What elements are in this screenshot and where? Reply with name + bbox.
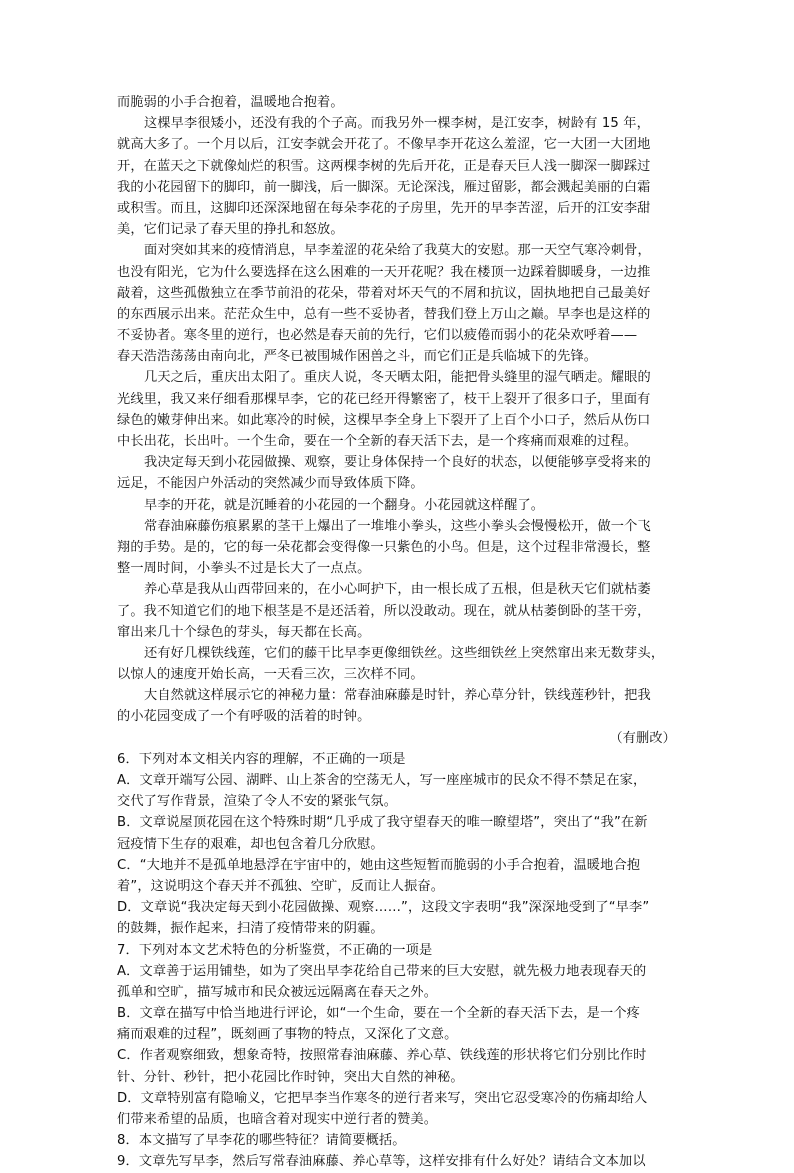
question-line: C．“大地并不是孤单地悬浮在宇宙中的，她由这些短暂而脆弱的小手合抱着，温暖地合抱: [117, 857, 641, 873]
passage-line: 养心草是我从山西带回来的，在小心呵护下，由一根长成了五根，但是秋天它们就枯萎: [144, 582, 651, 598]
passage-line: 敲着，这些孤傲独立在季节前沿的花朵，带着对坏天气的不屑和抗议，固执地把自己最美好: [117, 285, 651, 301]
question-line: B．文章说屋顶花园在这个特殊时期“几乎成了我守望春天的唯一瞭望塔”，突出了“我”在新: [117, 815, 648, 831]
passage-line: 绿色的嫩芽伸出来。如此寒冷的时候，这棵早李全身上下裂开了上百个小口子，然后从伤口: [117, 412, 651, 428]
passage-line: 光线里，我又来仔细看那棵早李，它的花已经开得繁密了，枝干上裂开了很多口子，里面有: [117, 391, 651, 407]
question-line: 针、分针、秒针，把小花园比作时钟，突出大自然的神秘。: [117, 1069, 464, 1085]
passage-line: 中长出花，长出叶。一个生命，要在一个全新的春天活下去，是一个疼痛而艰难的过程。: [117, 434, 638, 449]
passage-line: 还有好几棵铁线莲，它们的藤干比早李更像细铁丝。这些细铁丝上突然窜出来无数芽头，: [144, 645, 665, 661]
question-line: 们带来希望的品质，也暗含着对现实中逆行者的赞美。: [117, 1112, 438, 1127]
question-line: B．文章在描写中恰当地进行评论，如“一个生命，要在一个全新的春天活下去，是一个疼: [117, 1006, 641, 1022]
passage-line: 几天之后，重庆出太阳了。重庆人说，冬天晒太阳，能把骨头缝里的湿气晒走。耀眼的: [144, 370, 651, 386]
question-line: A．文章开端写公园、湖畔、山上茶舍的空荡无人，写一座座城市的民众不得不禁足在家，: [117, 773, 647, 788]
passage-line: 或积雪。而且，这脚印还深深地留在每朵李花的子房里，先开的早李苦涩，后开的江安李甜: [117, 200, 651, 216]
question-line: 冠疫情下生存的艰难，却也包含着几分欣慰。: [117, 836, 384, 852]
passage: [117, 92, 682, 728]
passage-line: 以惊人的速度开始长高，一天看三次，三次样不同。: [117, 667, 424, 683]
question-line: 的鼓舞，振作起来，扫清了疫情带来的阴霾。: [117, 921, 384, 937]
question-line: 痛而艰难的过程”，既刻画了事物的特点，又深化了文意。: [117, 1027, 458, 1043]
passage-line: 这棵早李很矮小，还没有我的个子高。而我另外一棵李树，是江安李，树龄有 15 年，: [144, 116, 650, 132]
passage-line: 窜出来几十个绿色的芽头，每天都在长高。: [117, 624, 371, 640]
passage-line: 而脆弱的小手合抱着，温暖地合抱着。: [117, 95, 344, 110]
passage-line: 我决定每天到小花园做操、观察，要让身体保持一个良好的状态，以便能够享受将来的: [144, 455, 651, 471]
passage-line: 不妥协者。寒冬里的逆行，也必然是春天前的先行，它们以疲倦而弱小的花朵欢呼着——: [117, 328, 638, 344]
question-line: A．文章善于运用铺垫，如为了突出早李花给自己带来的巨大安慰，就先极力地表现春天的: [117, 963, 647, 979]
passage-line: 就高大多了。一个月以后，江安李就会开花了。不像早李开花这么羞涩，它一大团一大团地: [117, 137, 651, 153]
passage-line: 面对突如其来的疫情消息，早李羞涩的花朵给了我莫大的安慰。那一天空气寒冷刺骨，: [144, 243, 651, 259]
question-line: 着”，这说明这个春天并不孤独、空旷，反而让人振奋。: [117, 878, 445, 894]
question-line: 孤单和空旷，描写城市和民众被远远隔离在春天之外。: [117, 984, 438, 1000]
passage-line: 整一周时间，小拳头不过是长大了一点点。: [117, 561, 371, 577]
passage-line: 了。我不知道它们的地下根茎是不是还活着，所以没敢动。现在，就从枯萎倒卧的茎干旁，: [117, 603, 651, 619]
question-line: 9．文章先写早李，然后写常春油麻藤、养心草等，这样安排有什么好处？请结合文本加以: [117, 1154, 646, 1170]
passage-line: 开，在蓝天之下就像灿烂的积雪。这两棵李树的先后开花，正是春天巨人浅一脚深一脚踩过: [117, 158, 651, 174]
question-line: D．文章特别富有隐喻义，它把早李当作寒冬的逆行者来写，突出它忍受寒冷的伤痛却给人: [117, 1090, 648, 1106]
passage-line: 也没有阳光，它为什么要选择在这么困难的一天开花呢？我在楼顶一边踩着脚暖身，一边推: [117, 264, 651, 280]
passage-line: 翔的手势。是的，它的每一朵花都会变得像一只紫色的小鸟。但是，这个过程非常漫长，整: [117, 539, 651, 555]
passage-line: 春天浩浩荡荡由南向北，严冬已被围城作困兽之斗，而它们正是兵临城下的先锋。: [117, 349, 598, 365]
question-line: 6．下列对本文相关内容的理解，不正确的一项是: [117, 751, 406, 767]
question-line: 交代了写作背景，渲染了令人不安的紧张气氛。: [117, 794, 398, 810]
question-line: 8．本文描写了早李花的哪些特征？请简要概括。: [117, 1133, 406, 1149]
question-line: 7．下列对本文艺术特色的分析鉴赏，不正确的一项是: [117, 942, 433, 958]
document-page: [117, 92, 682, 1173]
passage-line: 的东西展示出来。茫茫众生中，总有一些不妥协者，替我们登上万山之巅。早李也是这样的: [117, 306, 651, 322]
passage-line: 美，它们记录了春天里的挣扎和怒放。: [117, 222, 344, 238]
passage-line: 常春油麻藤伤痕累累的茎干上爆出了一堆堆小拳头，这些小拳头会慢慢松开，做一个飞: [144, 518, 651, 534]
passage-line: 我的小花园留下的脚印，前一脚浅，后一脚深。无论深浅，雁过留影，都会溅起美丽的白霜: [117, 179, 651, 195]
passage-line: 早李的开花，就是沉睡着的小花园的一个翻身。小花园就这样醒了。: [144, 497, 545, 513]
question-line: C．作者观察细致，想象奇特，按照常春油麻藤、养心草、铁线莲的形状将它们分别比作时: [117, 1048, 647, 1064]
passage-line: 大自然就这样展示它的神秘力量：常春油麻藤是时针，养心草分针，铁线莲秒针，把我: [144, 688, 651, 704]
passage-line: 远足，不能因户外活动的突然减少而导致体质下降。: [117, 476, 424, 492]
revision-note: （有删改）: [609, 730, 676, 746]
questions: [117, 749, 682, 1173]
passage-line: 的小花园变成了一个有呼吸的活着的时钟。: [117, 709, 371, 725]
question-line: D．文章说“我决定每天到小花园做操、观察……”，这段文字表明“我”深深地受到了“早李”: [117, 900, 650, 916]
